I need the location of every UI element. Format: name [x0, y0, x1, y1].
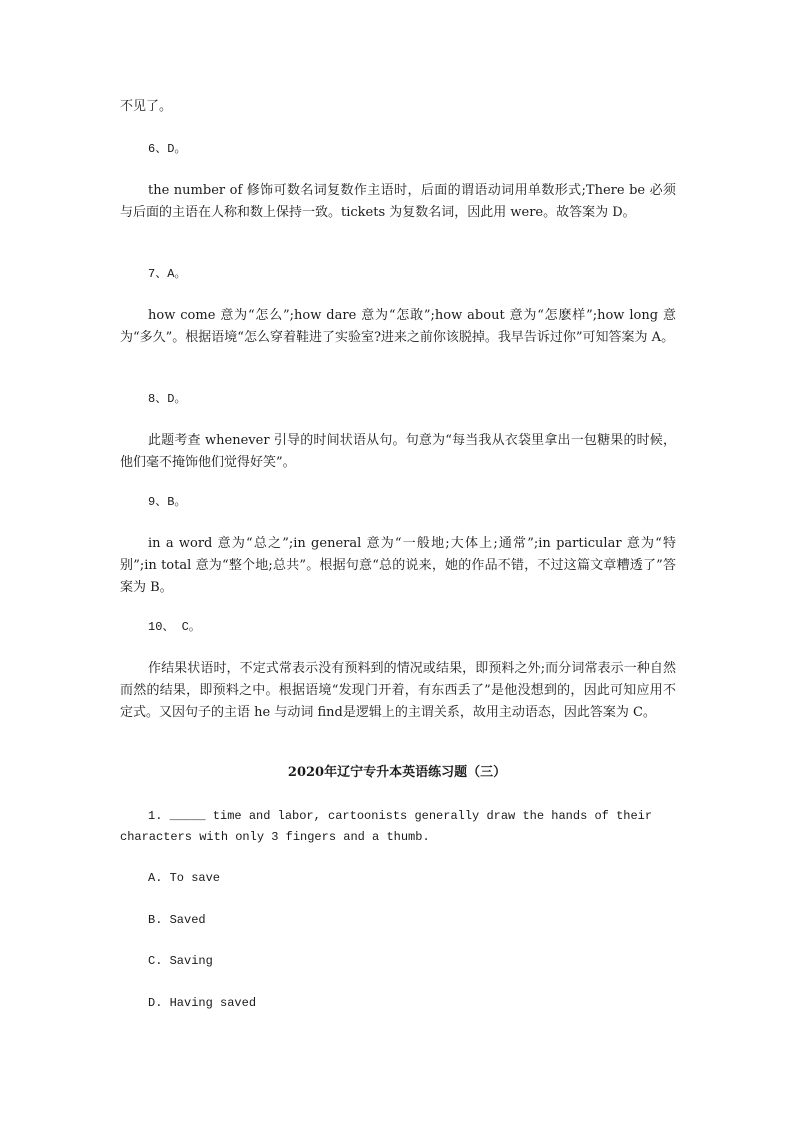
explanation-8: 此题考查 whenever 引导的时间状语从句。句意为“每当我从衣袋里拿出一包糖果的时候，他们毫不掩饰他们觉得好笑”。: [120, 433, 676, 470]
option-b: B. Saved: [148, 913, 206, 927]
section-title: 2020年辽宁专升本英语练习题（三）: [287, 765, 507, 780]
answer-9: 9、B。: [148, 495, 187, 509]
text-line: 不见了。: [120, 99, 173, 114]
answer-10: 10、 C。: [148, 620, 201, 634]
answer-6: 6、D。: [148, 142, 187, 156]
option-a: A. To save: [148, 871, 221, 885]
option-c: C. Saving: [148, 954, 213, 968]
explanation-6: the number of 修饰可数名词复数作主语时，后面的谓语动词用单数形式;There be 必须与后面的主语在人称和数上保持一致。tickets 为复数名词，因此用 were。故答案为 D。: [120, 183, 676, 220]
explanation-10: 作结果状语时，不定式常表示没有预料到的情况或结果，即预料之外;而分词常表示一种自然而然的结果，即预料之中。根据语境“发现门开着，有东西丢了”是他没想到的，因此可知应用不定式。又因句子的主语 he 与动词 find是逻辑上的主谓关系，故用主动语态，因此答案为 C。: [120, 661, 676, 720]
answer-7: 7、A。: [148, 267, 187, 281]
question-stem-line-1: 1. _____ time and labor, cartoonists generally draw the hands of their: [148, 809, 653, 823]
option-d: D. Having saved: [148, 996, 257, 1010]
question-stem-line-2: characters with only 3 fingers and a thumb.: [120, 830, 430, 844]
explanation-7: how come 意为“怎么”;how dare 意为“怎敢”;how about 意为“怎麽样”;how long 意为“多久”。根据语境“怎么穿着鞋进了实验室?进来之前你该脱掉。我早告诉过你”可知答案为 A。: [120, 308, 676, 345]
explanation-9: in a word 意为“总之”;in general 意为“一般地;大体上;通常”;in particular 意为“特别”;in total 意为“整个地;总共”。根据句意“总的说来，她的作品不错，不过这篇文章糟透了”答案为 B。: [120, 536, 676, 595]
answer-8: 8、D。: [148, 392, 187, 406]
